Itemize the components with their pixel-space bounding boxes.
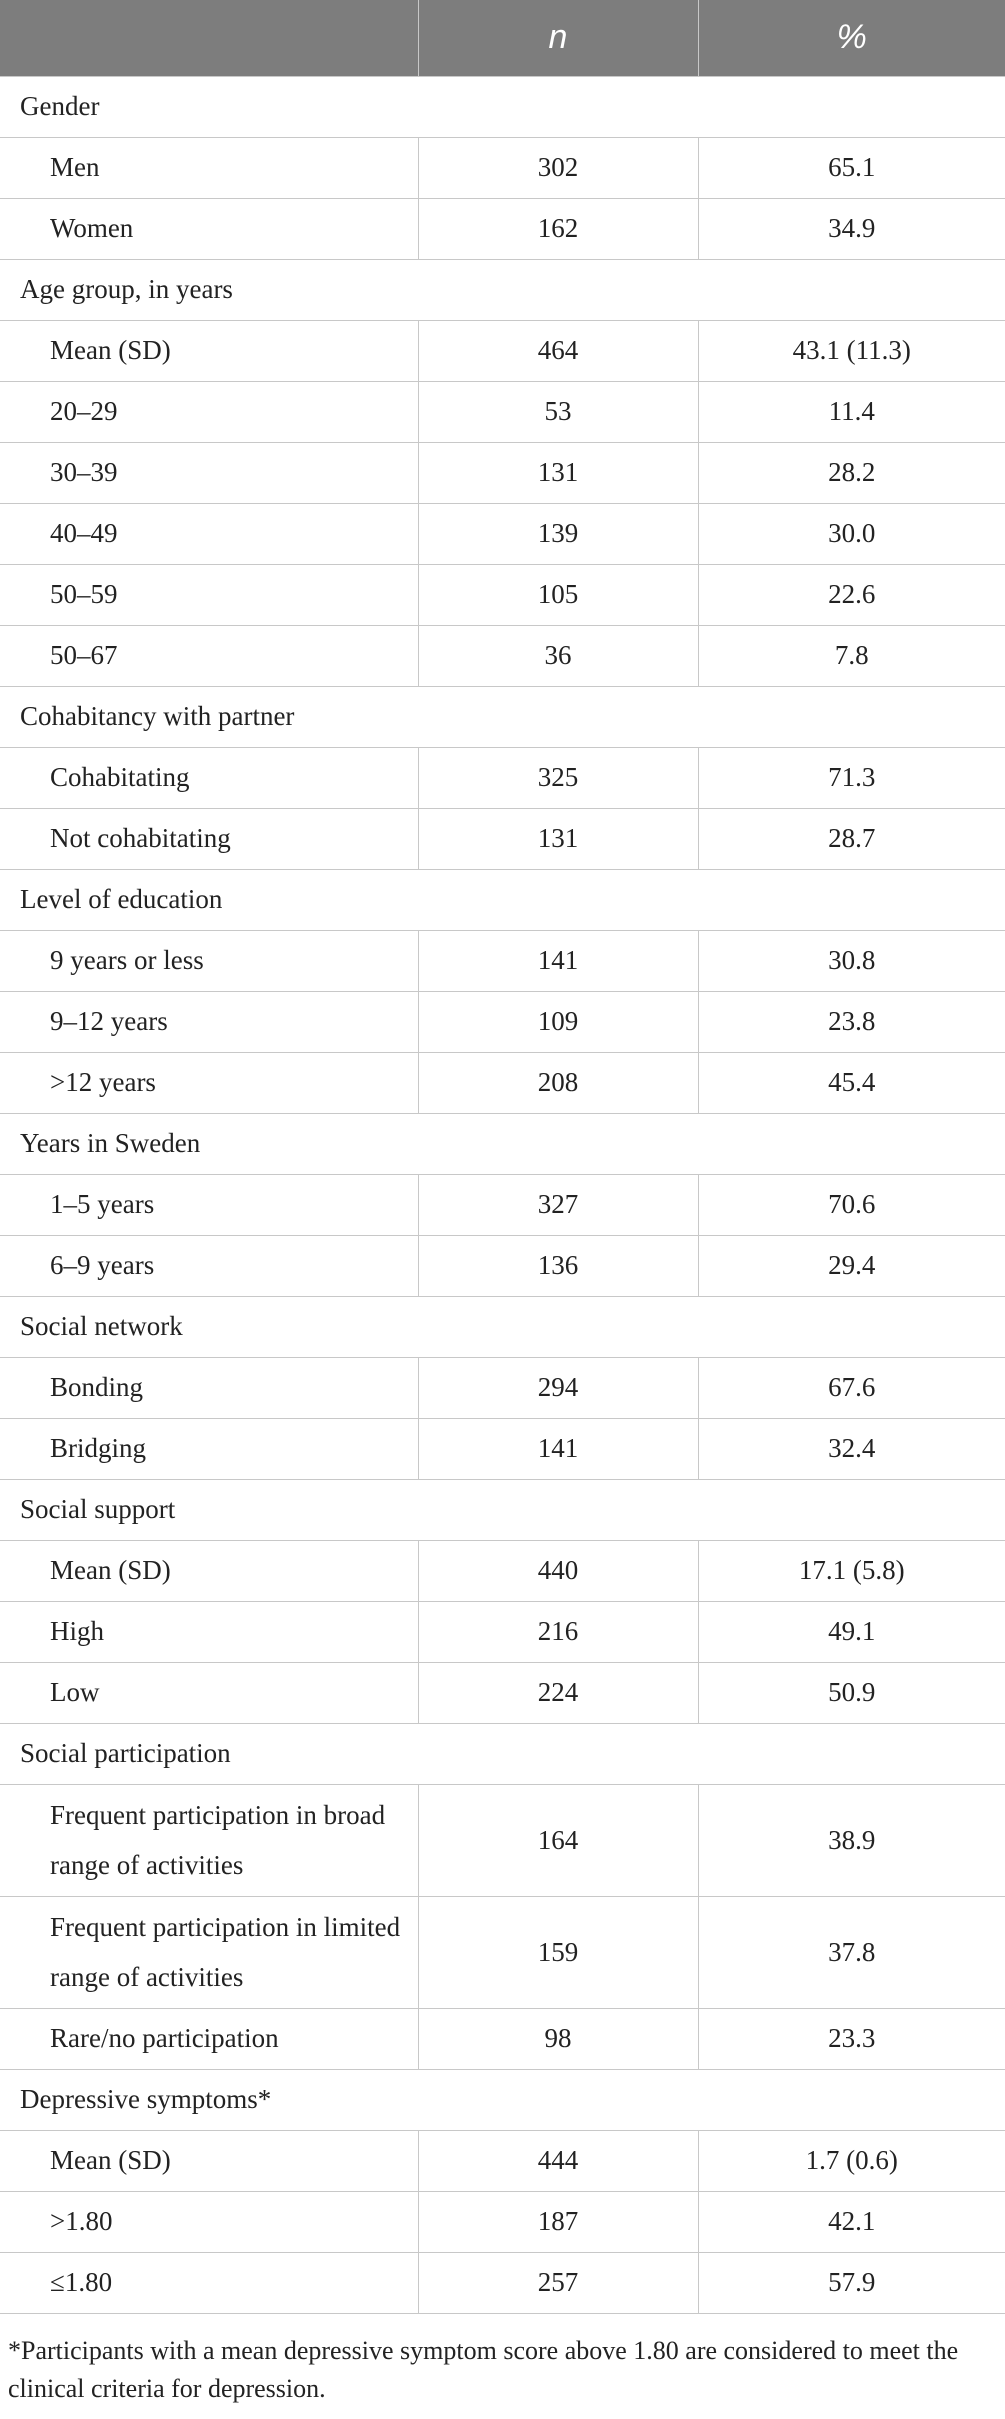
row-percent-value: 11.4 [698, 381, 1005, 442]
row-label: Mean (SD) [0, 320, 418, 381]
row-percent-value: 67.6 [698, 1357, 1005, 1418]
section-title: Age group, in years [0, 259, 1005, 320]
table-row [0, 625, 1005, 686]
section-title: Level of education [0, 869, 1005, 930]
table-row [0, 1662, 1005, 1723]
row-label: 9–12 years [0, 991, 418, 1052]
table-row [0, 1601, 1005, 1662]
row-n-value: 36 [418, 625, 698, 686]
row-n-value: 53 [418, 381, 698, 442]
section-title: Social network [0, 1296, 1005, 1357]
section-title: Social support [0, 1479, 1005, 1540]
row-n-value: 224 [418, 1662, 698, 1723]
row-n-value: 139 [418, 503, 698, 564]
table-row [0, 137, 1005, 198]
row-percent-value: 1.7 (0.6) [698, 2130, 1005, 2191]
table-row [0, 1235, 1005, 1296]
row-n-value: 257 [418, 2252, 698, 2313]
row-n-value: 302 [418, 137, 698, 198]
section-row [0, 1296, 1005, 1357]
row-percent-value: 45.4 [698, 1052, 1005, 1113]
row-label: ≤1.80 [0, 2252, 418, 2313]
table-header [0, 0, 1005, 76]
row-label: 20–29 [0, 381, 418, 442]
section-row [0, 1479, 1005, 1540]
table-row [0, 930, 1005, 991]
table-row [0, 1540, 1005, 1601]
row-n-value: 327 [418, 1174, 698, 1235]
row-percent-value: 30.0 [698, 503, 1005, 564]
section-title: Cohabitancy with partner [0, 686, 1005, 747]
row-percent-value: 28.7 [698, 808, 1005, 869]
row-label: 50–59 [0, 564, 418, 625]
row-percent-value: 7.8 [698, 625, 1005, 686]
section-row [0, 76, 1005, 137]
row-n-value: 208 [418, 1052, 698, 1113]
row-label: Bonding [0, 1357, 418, 1418]
row-percent-value: 32.4 [698, 1418, 1005, 1479]
row-n-value: 109 [418, 991, 698, 1052]
table-row [0, 2008, 1005, 2069]
row-percent-value: 71.3 [698, 747, 1005, 808]
section-title: Social participation [0, 1723, 1005, 1784]
row-label: Rare/no participation [0, 2008, 418, 2069]
row-label: Mean (SD) [0, 1540, 418, 1601]
row-n-value: 131 [418, 442, 698, 503]
row-label: 40–49 [0, 503, 418, 564]
table-row [0, 2191, 1005, 2252]
table-row [0, 2130, 1005, 2191]
row-n-value: 164 [418, 1784, 698, 1896]
table-row [0, 991, 1005, 1052]
row-label: >1.80 [0, 2191, 418, 2252]
row-n-value: 216 [418, 1601, 698, 1662]
row-label: High [0, 1601, 418, 1662]
header-n-cell: n [418, 0, 698, 76]
row-percent-value: 37.8 [698, 1896, 1005, 2008]
row-label: Frequent participation in broad range of activities [0, 1784, 418, 1896]
row-label: Mean (SD) [0, 2130, 418, 2191]
row-n-value: 325 [418, 747, 698, 808]
table-row [0, 1357, 1005, 1418]
header-row [0, 0, 1005, 76]
row-n-value: 464 [418, 320, 698, 381]
row-label: 1–5 years [0, 1174, 418, 1235]
table-row [0, 1896, 1005, 2008]
row-n-value: 294 [418, 1357, 698, 1418]
section-title: Depressive symptoms* [0, 2069, 1005, 2130]
row-percent-value: 23.8 [698, 991, 1005, 1052]
row-label: Bridging [0, 1418, 418, 1479]
header-percent-cell: % [698, 0, 1005, 76]
row-label: Cohabitating [0, 747, 418, 808]
row-percent-value: 30.8 [698, 930, 1005, 991]
table-body [0, 76, 1005, 2313]
row-label: Frequent participation in limited range of activities [0, 1896, 418, 2008]
row-percent-value: 57.9 [698, 2252, 1005, 2313]
row-n-value: 141 [418, 930, 698, 991]
table-row [0, 2252, 1005, 2313]
row-n-value: 136 [418, 1235, 698, 1296]
row-n-value: 141 [418, 1418, 698, 1479]
row-percent-value: 34.9 [698, 198, 1005, 259]
row-n-value: 187 [418, 2191, 698, 2252]
section-row [0, 2069, 1005, 2130]
table-row [0, 747, 1005, 808]
row-label: Not cohabitating [0, 808, 418, 869]
row-n-value: 159 [418, 1896, 698, 2008]
row-percent-value: 23.3 [698, 2008, 1005, 2069]
row-percent-value: 42.1 [698, 2191, 1005, 2252]
table-row [0, 503, 1005, 564]
row-percent-value: 28.2 [698, 442, 1005, 503]
section-row [0, 686, 1005, 747]
row-n-value: 98 [418, 2008, 698, 2069]
row-percent-value: 65.1 [698, 137, 1005, 198]
row-percent-value: 29.4 [698, 1235, 1005, 1296]
table-row [0, 1052, 1005, 1113]
row-n-value: 162 [418, 198, 698, 259]
section-row [0, 869, 1005, 930]
table-row [0, 320, 1005, 381]
row-percent-value: 17.1 (5.8) [698, 1540, 1005, 1601]
table-row [0, 808, 1005, 869]
row-percent-value: 22.6 [698, 564, 1005, 625]
row-n-value: 444 [418, 2130, 698, 2191]
row-n-value: 131 [418, 808, 698, 869]
row-percent-value: 49.1 [698, 1601, 1005, 1662]
row-label: 50–67 [0, 625, 418, 686]
row-label: 9 years or less [0, 930, 418, 991]
table-row [0, 1418, 1005, 1479]
table-row [0, 442, 1005, 503]
row-label: Women [0, 198, 418, 259]
section-row [0, 259, 1005, 320]
section-row [0, 1113, 1005, 1174]
row-percent-value: 38.9 [698, 1784, 1005, 1896]
row-n-value: 105 [418, 564, 698, 625]
section-title: Years in Sweden [0, 1113, 1005, 1174]
row-percent-value: 50.9 [698, 1662, 1005, 1723]
row-label: 6–9 years [0, 1235, 418, 1296]
row-label: Low [0, 1662, 418, 1723]
row-percent-value: 70.6 [698, 1174, 1005, 1235]
row-label: >12 years [0, 1052, 418, 1113]
table-row [0, 381, 1005, 442]
header-label-cell [0, 0, 418, 76]
section-row [0, 1723, 1005, 1784]
table-row [0, 198, 1005, 259]
row-label: Men [0, 137, 418, 198]
table-row [0, 1784, 1005, 1896]
table-row [0, 564, 1005, 625]
row-percent-value: 43.1 (11.3) [698, 320, 1005, 381]
row-n-value: 440 [418, 1540, 698, 1601]
table-footnote: *Participants with a mean depressive symptom score above 1.80 are considered to meet the clinical criteria for depression. [8, 2335, 959, 2403]
table-row [0, 1174, 1005, 1235]
section-title: Gender [0, 76, 1005, 137]
row-label: 30–39 [0, 442, 418, 503]
